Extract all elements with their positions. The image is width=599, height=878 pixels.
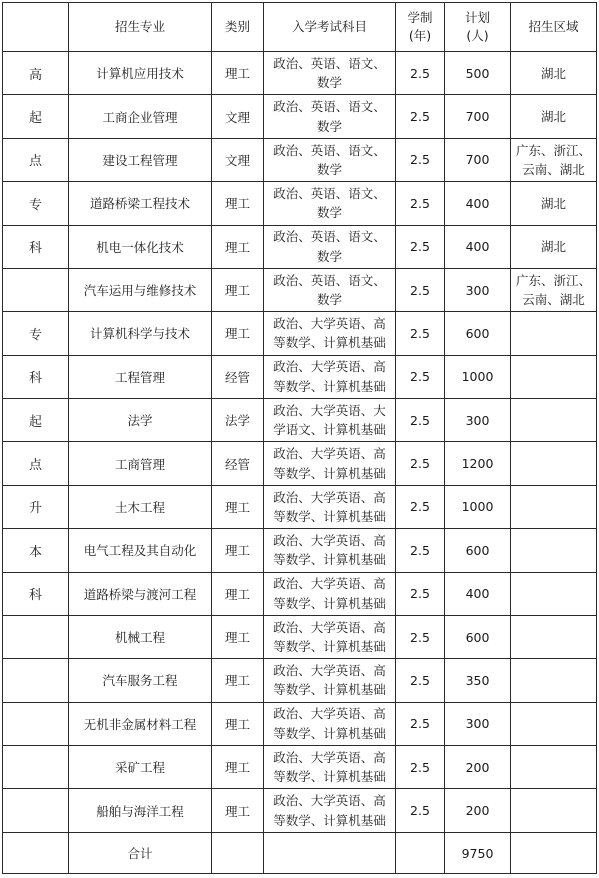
category-cell: 理工	[212, 789, 264, 833]
region-line1: 广东、浙江、	[515, 272, 591, 288]
region-cell	[511, 355, 597, 398]
subjects-line1: 政治、大学英语、大	[273, 402, 386, 418]
category-cell: 理工	[212, 225, 264, 268]
subjects-cell	[264, 225, 396, 268]
table-row	[3, 182, 597, 225]
region-cell	[511, 95, 597, 138]
subjects-line2: 等数学、计算机基础	[273, 465, 386, 481]
region-line1: 湖北	[540, 195, 566, 211]
subjects-line1: 政治、大学英语、高	[273, 489, 386, 505]
subjects-line2: 学语文、计算机基础	[273, 422, 386, 438]
subjects-cell	[264, 268, 396, 311]
region-line2: 云南、湖北	[522, 292, 585, 308]
category-cell: 经管	[212, 442, 264, 485]
duration-cell: 2.5	[396, 442, 445, 485]
table-row	[3, 485, 597, 528]
category-cell: 理工	[212, 268, 264, 311]
level-cell: 点	[3, 138, 69, 181]
major-cell: 法学	[69, 399, 212, 442]
duration-cell: 2.5	[396, 659, 445, 702]
major-cell: 无机非金属材料工程	[69, 702, 212, 745]
subjects-cell	[264, 442, 396, 485]
subjects-line1: 政治、大学英语、高	[273, 316, 386, 332]
level-cell	[3, 702, 69, 745]
subjects-header: 入学考试科目	[264, 3, 396, 52]
subjects-line2: 数学	[316, 292, 342, 308]
plan-cell: 400	[445, 572, 511, 615]
level-cell: 点	[3, 442, 69, 485]
region-cell	[511, 702, 597, 745]
total-duration-cell	[396, 833, 445, 874]
subjects-line2: 等数学、计算机基础	[273, 639, 386, 655]
table-row	[3, 702, 597, 745]
major-cell: 道路桥梁工程技术	[69, 182, 212, 225]
level-cell: 起	[3, 399, 69, 442]
subjects-cell	[264, 529, 396, 572]
plan-cell: 300	[445, 399, 511, 442]
plan-cell: 500	[445, 52, 511, 95]
level-cell	[3, 268, 69, 311]
region-line1: 湖北	[540, 108, 566, 124]
category-cell: 理工	[212, 312, 264, 355]
plan-cell: 600	[445, 615, 511, 658]
major-cell: 机电一体化技术	[69, 225, 212, 268]
table-row	[3, 52, 597, 95]
subjects-line1: 政治、大学英语、高	[273, 749, 386, 765]
duration-cell: 2.5	[396, 268, 445, 311]
major-cell: 电气工程及其自动化	[69, 529, 212, 572]
plan-header-line1: 计划	[464, 9, 490, 25]
category-cell: 理工	[212, 615, 264, 658]
region-header: 招生区域	[511, 3, 597, 52]
major-header: 招生专业	[69, 3, 212, 52]
major-cell: 采矿工程	[69, 746, 212, 789]
plan-cell: 700	[445, 95, 511, 138]
total-plan: 9750	[445, 833, 511, 874]
subjects-cell	[264, 399, 396, 442]
category-cell: 理工	[212, 659, 264, 702]
plan-header-line2: (人)	[466, 28, 489, 43]
duration-cell: 2.5	[396, 615, 445, 658]
duration-cell: 2.5	[396, 182, 445, 225]
subjects-line2: 等数学、计算机基础	[273, 769, 386, 785]
subjects-line1: 政治、英语、语文、	[273, 229, 386, 245]
subjects-line1: 政治、大学英语、高	[273, 619, 386, 635]
subjects-line1: 政治、英语、语文、	[273, 142, 386, 158]
table-row	[3, 572, 597, 615]
table-row	[3, 746, 597, 789]
major-cell: 道路桥梁与渡河工程	[69, 572, 212, 615]
category-cell: 理工	[212, 572, 264, 615]
region-cell	[511, 746, 597, 789]
header-row	[3, 3, 597, 52]
region-cell	[511, 442, 597, 485]
plan-cell: 200	[445, 789, 511, 833]
region-cell	[511, 615, 597, 658]
major-cell: 船舶与海洋工程	[69, 789, 212, 833]
category-cell: 理工	[212, 529, 264, 572]
duration-cell: 2.5	[396, 572, 445, 615]
subjects-line1: 政治、英语、语文、	[273, 99, 386, 115]
duration-cell: 2.5	[396, 529, 445, 572]
level-cell: 专	[3, 182, 69, 225]
subjects-line1: 政治、大学英语、高	[273, 446, 386, 462]
region-line2: 云南、湖北	[522, 161, 585, 177]
duration-header	[396, 3, 445, 52]
region-cell	[511, 659, 597, 702]
table-row	[3, 659, 597, 702]
region-line1: 湖北	[540, 239, 566, 254]
category-cell: 理工	[212, 52, 264, 95]
region-cell	[511, 789, 597, 833]
subjects-line1: 政治、英语、语文、	[273, 55, 386, 71]
subjects-cell	[264, 572, 396, 615]
subjects-cell	[264, 659, 396, 702]
subjects-cell	[264, 702, 396, 745]
region-cell	[511, 225, 597, 268]
major-cell: 建设工程管理	[69, 138, 212, 181]
plan-cell: 600	[445, 312, 511, 355]
subjects-cell	[264, 615, 396, 658]
level-cell: 高	[3, 52, 69, 95]
table-row	[3, 312, 597, 355]
region-line1: 湖北	[540, 65, 566, 81]
total-row	[3, 833, 597, 874]
subjects-line2: 等数学、计算机基础	[273, 725, 386, 741]
subjects-line2: 数学	[316, 248, 342, 264]
duration-header-line2: (年)	[408, 28, 432, 43]
region-cell	[511, 268, 597, 311]
plan-cell: 300	[445, 702, 511, 745]
major-cell: 计算机科学与技术	[69, 312, 212, 355]
subjects-line1: 政治、大学英语、高	[273, 706, 386, 722]
total-category-cell	[212, 833, 264, 874]
category-cell: 经管	[212, 355, 264, 398]
major-cell: 机械工程	[69, 615, 212, 658]
duration-cell: 2.5	[396, 746, 445, 789]
duration-cell: 2.5	[396, 225, 445, 268]
region-line1: 广东、浙江、	[515, 142, 591, 158]
total-region-cell	[511, 833, 597, 874]
category-cell: 文理	[212, 138, 264, 181]
subjects-line2: 等数学、计算机基础	[273, 552, 386, 568]
table-row	[3, 442, 597, 485]
category-cell: 法学	[212, 399, 264, 442]
major-cell: 土木工程	[69, 485, 212, 528]
admissions-table	[2, 2, 597, 874]
duration-cell: 2.5	[396, 52, 445, 95]
subjects-line2: 数学	[316, 118, 342, 134]
subjects-line2: 等数学、计算机基础	[273, 378, 386, 394]
level-cell: 科	[3, 225, 69, 268]
level-cell	[3, 746, 69, 789]
subjects-line2: 等数学、计算机基础	[273, 595, 386, 611]
subjects-line1: 政治、大学英语、高	[273, 359, 386, 375]
plan-cell: 350	[445, 659, 511, 702]
subjects-cell	[264, 95, 396, 138]
subjects-cell	[264, 746, 396, 789]
subjects-line2: 数学	[316, 205, 342, 221]
total-level-cell	[3, 833, 69, 874]
category-cell: 理工	[212, 702, 264, 745]
subjects-line1: 政治、大学英语、高	[273, 576, 386, 592]
subjects-cell	[264, 138, 396, 181]
subjects-line2: 等数学、计算机基础	[273, 335, 386, 351]
duration-cell: 2.5	[396, 399, 445, 442]
total-label: 合计	[69, 833, 212, 874]
subjects-line2: 等数学、计算机基础	[273, 508, 386, 524]
subjects-line1: 政治、大学英语、高	[273, 793, 386, 809]
subjects-line1: 政治、英语、语文、	[273, 185, 386, 201]
level-cell: 科	[3, 572, 69, 615]
table-row	[3, 225, 597, 268]
category-header: 类别	[212, 3, 264, 52]
subjects-cell	[264, 485, 396, 528]
region-cell	[511, 52, 597, 95]
region-cell	[511, 399, 597, 442]
total-subjects-cell	[264, 833, 396, 874]
plan-cell: 1000	[445, 485, 511, 528]
plan-cell: 400	[445, 182, 511, 225]
subjects-cell	[264, 182, 396, 225]
category-cell: 理工	[212, 746, 264, 789]
duration-cell: 2.5	[396, 702, 445, 745]
plan-cell: 300	[445, 268, 511, 311]
subjects-cell	[264, 789, 396, 833]
region-cell	[511, 182, 597, 225]
plan-cell: 1200	[445, 442, 511, 485]
region-cell	[511, 572, 597, 615]
subjects-line1: 政治、英语、语文、	[273, 272, 386, 288]
subjects-line2: 等数学、计算机基础	[273, 812, 386, 828]
subjects-line1: 政治、大学英语、高	[273, 532, 386, 548]
level-cell: 科	[3, 355, 69, 398]
subjects-cell	[264, 355, 396, 398]
level-cell	[3, 789, 69, 833]
subjects-line2: 等数学、计算机基础	[273, 682, 386, 698]
region-cell	[511, 312, 597, 355]
duration-cell: 2.5	[396, 95, 445, 138]
level-cell	[3, 615, 69, 658]
table-row	[3, 789, 597, 833]
table-row	[3, 95, 597, 138]
subjects-line2: 数学	[316, 75, 342, 91]
duration-cell: 2.5	[396, 485, 445, 528]
plan-header	[445, 3, 511, 52]
table-row	[3, 355, 597, 398]
subjects-line1: 政治、大学英语、高	[273, 663, 386, 679]
plan-cell: 600	[445, 529, 511, 572]
duration-cell: 2.5	[396, 355, 445, 398]
duration-header-line1: 学制	[407, 9, 433, 25]
region-cell	[511, 485, 597, 528]
table-body	[3, 52, 597, 833]
plan-cell: 400	[445, 225, 511, 268]
duration-cell: 2.5	[396, 312, 445, 355]
duration-cell: 2.5	[396, 138, 445, 181]
subjects-line2: 数学	[316, 161, 342, 177]
table-row	[3, 268, 597, 311]
category-cell: 理工	[212, 485, 264, 528]
level-header	[3, 3, 69, 52]
major-cell: 工商管理	[69, 442, 212, 485]
level-cell: 升	[3, 485, 69, 528]
major-cell: 汽车服务工程	[69, 659, 212, 702]
major-cell: 计算机应用技术	[69, 52, 212, 95]
subjects-cell	[264, 52, 396, 95]
region-cell	[511, 138, 597, 181]
major-cell: 工商企业管理	[69, 95, 212, 138]
plan-cell: 200	[445, 746, 511, 789]
table-row	[3, 615, 597, 658]
subjects-cell	[264, 312, 396, 355]
category-cell: 理工	[212, 182, 264, 225]
plan-cell: 1000	[445, 355, 511, 398]
major-cell: 汽车运用与维修技术	[69, 268, 212, 311]
table-row	[3, 399, 597, 442]
region-cell	[511, 529, 597, 572]
major-cell: 工程管理	[69, 355, 212, 398]
level-cell: 专	[3, 312, 69, 355]
category-cell: 文理	[212, 95, 264, 138]
plan-cell: 700	[445, 138, 511, 181]
duration-cell: 2.5	[396, 789, 445, 833]
level-cell: 本	[3, 529, 69, 572]
level-cell	[3, 659, 69, 702]
table-row	[3, 138, 597, 181]
level-cell: 起	[3, 95, 69, 138]
table-row	[3, 529, 597, 572]
